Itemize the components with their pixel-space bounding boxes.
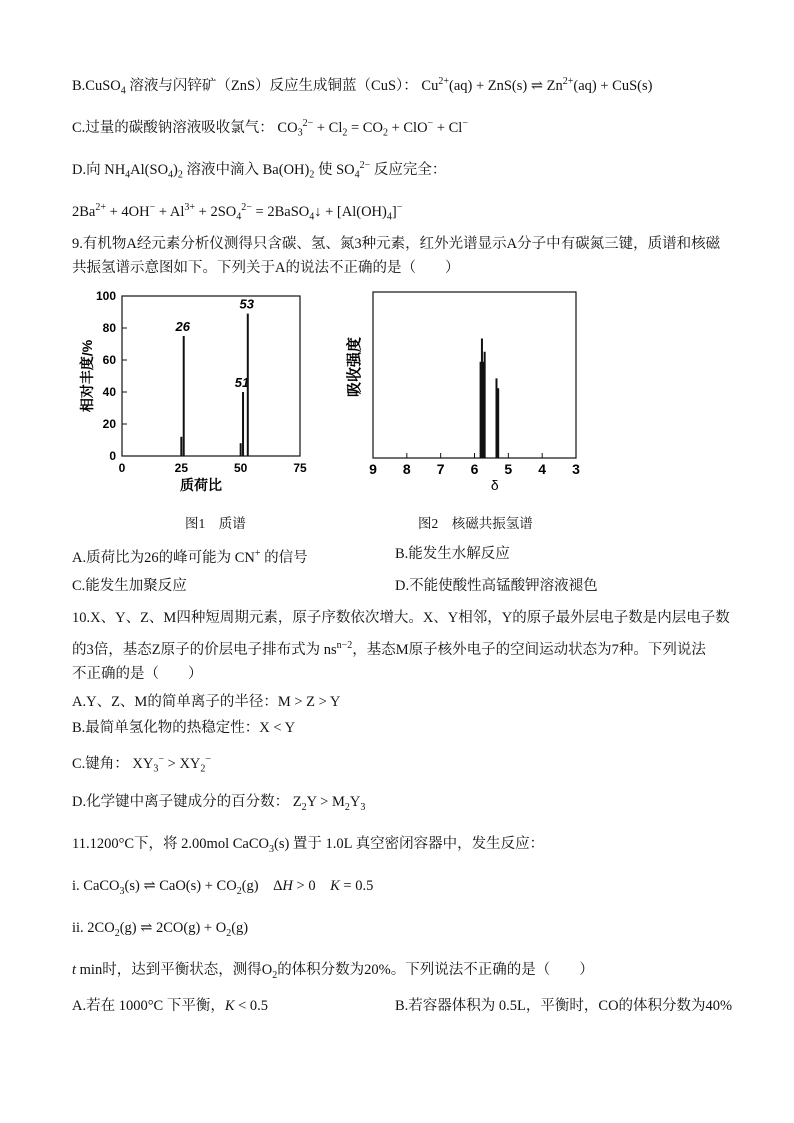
question-11-option-a: A.若在 1000°C 下平衡，K < 0.5 [72,998,269,1014]
question-9-option-c: C.能发生加聚反应 [72,578,187,594]
option-8d: D.向 $NH_4Al(SO_4)_2$ 溶液中滴入 $Ba(OH)_2$ 使 $SO_4^{2-}$ 反应完全： [72,160,447,181]
nmr-x-tick-label: 4 [538,461,547,477]
question-10-option-a: A.Y、Z、M的简单离子的半径：M > Z > Y [72,694,341,710]
question-9-text-2: 共振氢谱示意图如下。下列关于A的说法不正确的是（ ） [72,260,460,276]
ms-x-tick-label: 0 [118,461,126,475]
ms-y-tick-label: 40 [102,385,116,399]
question-11-text-2: t min时，达到平衡状态，测得$O_2$的体积分数为20%。下列说法不正确的是（ ） [72,962,594,981]
nmr-x-axis-label: δ [490,477,499,493]
question-9-option-b: B.能发生水解反应 [395,546,510,562]
question-10-text-3: 不正确的是（ ） [72,666,203,682]
question-10-option-d: D.化学键中离子键成分的百分数： $Z_2Y > M_2Y_3$ [72,794,366,813]
nmr-x-tick-label: 5 [504,461,513,477]
ms-peak-label: 26 [175,319,190,334]
nmr-x-tick-label: 6 [470,461,479,477]
option-8c: C.过量的碳酸钠溶液吸收氯气： $CO_3^{2-} + Cl_2 = CO_2 + ClO^- + Cl^-$ [72,118,468,139]
nmr-x-tick-label: 7 [436,461,445,477]
ms-y-axis-label: 相对丰度/% [79,339,95,413]
nmr-x-tick-label: 3 [572,461,580,477]
ms-peak-label: 53 [239,296,255,312]
question-11-text-1: 11.1200°C下，将 2.00mol CaCO$_3$(s) 置于 1.0L 真空密闭容器中，发生反应： [72,836,545,855]
question-10-option-c: C.键角： $XY_3^- > XY_2^-$ [72,754,212,775]
nmr-plot-frame [373,292,576,458]
option-8b: B.CuSO$_4$ 溶液与闪锌矿（ZnS）反应生成铜蓝（CuS）： $Cu^{2+}(aq) + ZnS(s)$ ⇌ $Zn^{2+}(aq) + CuS(s)$ [72,76,653,97]
ms-x-tick-label: 25 [174,461,189,475]
figure-2-caption: 图2 核磁共振氢谱 [418,516,533,531]
ms-y-tick-label: 80 [102,321,116,335]
figure-1-caption: 图1 质谱 [185,516,246,531]
question-10-text-1: 10.X、Y、Z、M四种短周期元素，原子序数依次增大。X、Y相邻，Y的原子最外层电子数是内层电子数 [72,610,730,626]
mass-spectrum-chart [78,284,318,504]
ms-y-tick-label: 0 [109,449,116,463]
ms-y-tick-label: 60 [102,353,116,367]
nmr-spectrum-chart [345,280,585,500]
ms-y-tick-label: 100 [95,289,116,303]
nmr-y-axis-label: 吸收强度 [346,336,363,398]
ms-y-tick-label: 20 [102,417,116,431]
nmr-x-tick-label: 9 [369,461,377,477]
nmr-x-tick-label: 8 [402,461,411,477]
question-10-text-2: 的3倍，基态Z原子的价层电子排布式为 $ns^{n-2}$，基态M原子核外电子的空间运动状态为7种。下列说法 [72,640,706,658]
question-9-option-d: D.不能使酸性高锰酸钾溶液褪色 [395,578,598,594]
question-9-text-1: 9.有机物A经元素分析仪测得只含碳、氢、氮3种元素，红外光谱显示A分子中有碳氮三键，质谱和核磁 [72,236,721,252]
ms-x-tick-label: 75 [293,461,307,475]
ms-x-axis-label: 质荷比 [180,477,222,493]
question-9-option-a: A.质荷比为26的峰可能为 CN+ 的信号 [72,548,308,566]
ms-peak-label: 51 [234,375,250,390]
ms-x-tick-label: 50 [233,461,248,475]
question-11-reaction-ii: ii. $2CO_2(g)$ ⇌ $2CO(g) + O_2(g)$ [72,920,249,939]
question-11-option-b: B.若容器体积为 0.5L，平衡时，CO的体积分数为40% [395,998,733,1014]
question-11-reaction-i: i. CaCO$_3$(s) ⇌ $CaO(s) + CO_2(g)$ ΔH > 0 K = 0.5 [72,878,374,897]
option-8d-equation: $2Ba^{2+} + 4OH^- + Al^{3+} + 2SO_4^{2-}$ = 2BaSO$_4$↓ + $[Al(OH)_4]^-$ [72,202,403,223]
ms-plot-frame [122,296,300,456]
question-10-option-b: B.最简单氢化物的热稳定性：X < Y [72,720,296,736]
